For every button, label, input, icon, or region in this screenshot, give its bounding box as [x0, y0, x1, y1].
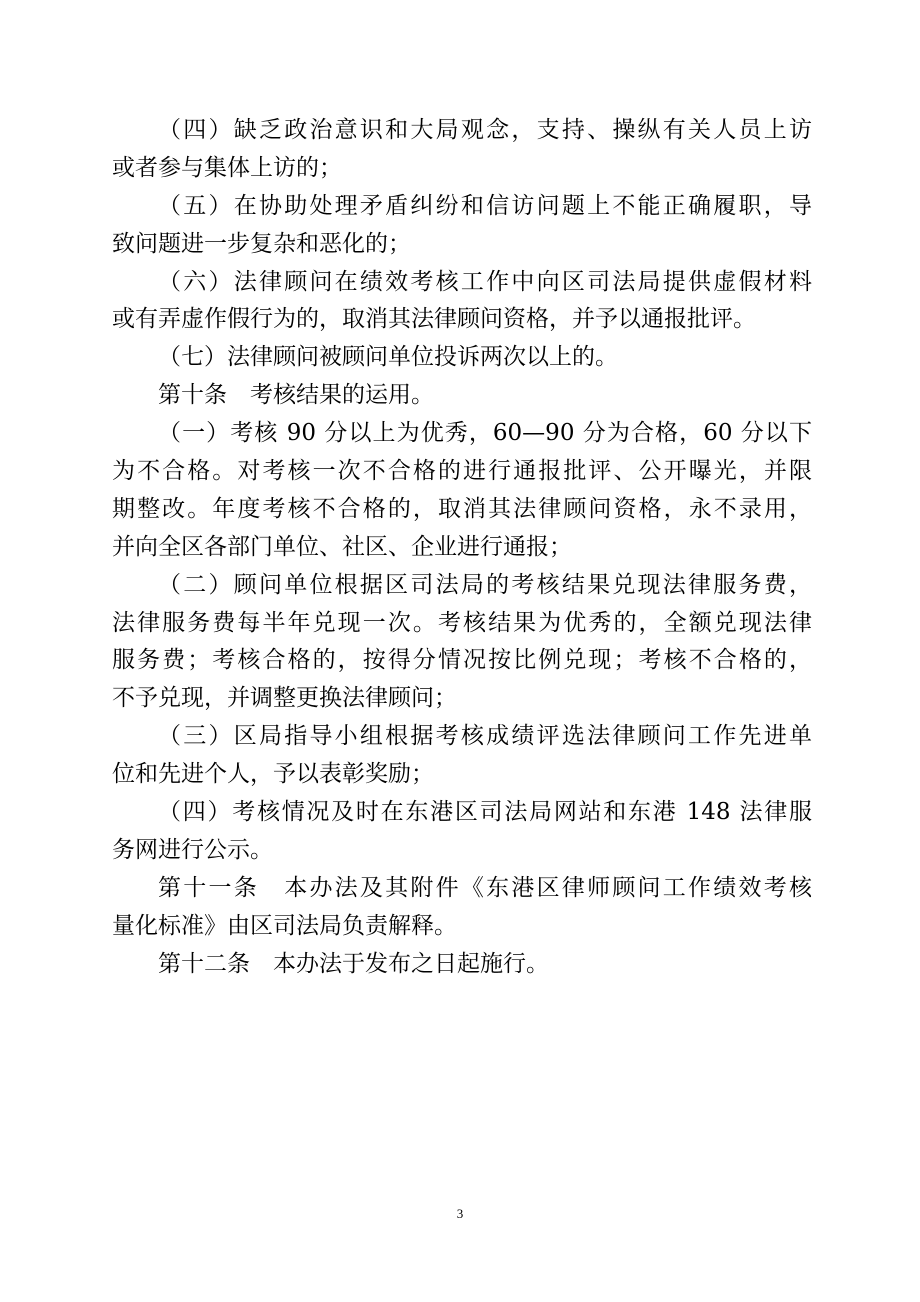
document-body — [112, 112, 812, 983]
text-line: （六）法律顾问在绩效考核工作中向区司法局提供虚假材料 — [158, 268, 812, 295]
text-line: （四）考核情况及时在东港区司法局网站和东港 148 法律服 — [158, 799, 812, 826]
text-line: 第十条 考核结果的运用。 — [158, 382, 434, 409]
page-number: 3 — [456, 1206, 464, 1221]
text-line: （一）考核 90 分以上为优秀，60—90 分为合格，60 分以下 — [158, 420, 812, 447]
text-line: 并向全区各部门单位、社区、企业进行通报； — [112, 533, 572, 560]
text-line: 量化标准》由区司法局负责解释。 — [112, 912, 457, 939]
text-line: 不予兑现，并调整更换法律顾问； — [112, 685, 457, 712]
text-line: 或者参与集体上访的； — [112, 154, 342, 181]
text-line: （二）顾问单位根据区司法局的考核结果兑现法律服务费， — [158, 571, 812, 598]
text-line: 务网进行公示。 — [112, 836, 273, 863]
text-line: 法律服务费每半年兑现一次。考核结果为优秀的，全额兑现法律 — [112, 609, 812, 636]
text-line: （七）法律顾问被顾问单位投诉两次以上的。 — [158, 344, 618, 371]
text-line: 或有弄虚作假行为的，取消其法律顾问资格，并予以通报批评。 — [112, 306, 756, 333]
text-line: （四）缺乏政治意识和大局观念，支持、操纵有关人员上访 — [158, 117, 812, 143]
text-line: （三）区局指导小组根据考核成绩评选法律顾问工作先进单 — [158, 723, 812, 750]
text-line: 第十二条 本办法于发布之日起施行。 — [158, 950, 549, 977]
text-line: 位和先进个人，予以表彰奖励； — [112, 761, 434, 788]
text-line: 致问题进一步复杂和恶化的； — [112, 230, 411, 257]
text-line: 期整改。年度考核不合格的，取消其法律顾问资格，永不录用， — [112, 495, 812, 522]
text-line: 为不合格。对考核一次不合格的进行通报批评、公开曝光，并限 — [112, 458, 812, 485]
text-line: 第十一条 本办法及其附件《东港区律师顾问工作绩效考核 — [158, 874, 812, 901]
text-line: （五）在协助处理矛盾纠纷和信访问题上不能正确履职，导 — [158, 192, 812, 219]
text-line: 服务费；考核合格的，按得分情况按比例兑现；考核不合格的， — [112, 647, 812, 674]
